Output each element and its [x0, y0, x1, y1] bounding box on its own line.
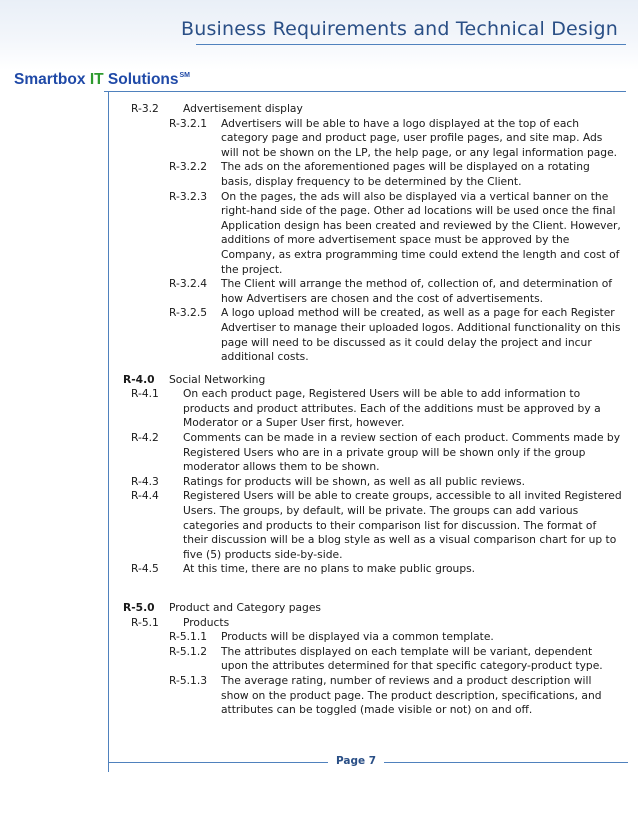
requirement-number: R-4.1 — [131, 387, 159, 401]
requirement-text: On the pages, the ads will also be displayed via a vertical banner on the right-hand side of the page. Other ad locations will be used once the final Application design has been created and reviewed by the Client. However, additions of more advertisement space must be approved by the Company, as extra programming time could extend the length and cost of the project. — [221, 189, 621, 276]
requirement-text: Products — [183, 615, 230, 629]
requirement-number: R-3.2.2 — [169, 160, 208, 174]
requirement-text: Ratings for products will be shown, as well as all public reviews. — [183, 474, 526, 488]
requirement-number: R-3.2.4 — [169, 277, 208, 291]
requirement-item — [0, 674, 638, 718]
brand-rule — [104, 91, 626, 92]
requirement-item — [0, 489, 638, 562]
company-brand — [14, 71, 190, 89]
requirement-number: R-3.2.5 — [169, 306, 208, 320]
section-title: Social Networking — [169, 372, 266, 386]
requirement-number: R-5.1.3 — [169, 673, 208, 687]
requirement-text: Registered Users will be able to create groups, accessible to all invited Registered Users. The groups, by default, will be private. The groups can add various categories and products to their comparison list for discussion. The format of their discussion will be a blog style as well as a visual comparison chart for up to five (5) products side-by-side. — [183, 489, 622, 561]
requirement-text: Products will be displayed via a common template. — [221, 630, 494, 644]
requirement-number: R-3.2.3 — [169, 189, 208, 203]
section-heading — [0, 601, 638, 616]
section-gap — [0, 365, 638, 373]
service-mark: SM — [179, 72, 191, 79]
requirement-text: On each product page, Registered Users will be able to add information to products and product attributes. Each of the additions must be approved by a Moderator or a Super User first, however. — [183, 387, 601, 430]
requirement-text: Comments can be made in a review section of each product. Comments made by Registered Users who are in a private group will be shown only if the group moderator allows them to be shown. — [183, 431, 621, 474]
requirement-text: The attributes displayed on each template will be variant, dependent upon the attributes determined for that specific category-product type. — [221, 644, 603, 673]
requirement-item — [0, 475, 638, 490]
requirement-item — [0, 630, 638, 645]
section-heading — [0, 373, 638, 388]
requirement-number: R-4.5 — [131, 562, 159, 576]
requirement-number: R-3.2.1 — [169, 116, 208, 130]
brand-name-2: Solutions — [103, 71, 179, 88]
requirement-item — [0, 431, 638, 475]
requirement-number: R-4.3 — [131, 474, 159, 488]
requirement-text: A logo upload method will be created, as well as a page for each Register Advertiser to manage their uploaded logos. Additional functionality on this page will need to be discussed as it could delay the project and incur additional costs. — [221, 306, 621, 364]
section-gap — [0, 577, 638, 601]
footer-rule-left — [108, 762, 328, 763]
requirement-item — [0, 387, 638, 431]
section-title: Product and Category pages — [169, 601, 321, 614]
title-rule — [196, 44, 626, 45]
requirement-item — [0, 160, 638, 189]
requirement-text: The ads on the aforementioned pages will be displayed on a rotating basis, display frequency to be determined by the Client. — [221, 160, 590, 188]
brand-name-it: IT — [89, 71, 104, 88]
requirement-item — [0, 117, 638, 161]
requirement-text: At this time, there are no plans to make public groups. — [183, 562, 476, 576]
brand-name-1: Smartbox — [14, 71, 90, 88]
document-body — [0, 102, 638, 718]
requirement-item — [0, 190, 638, 278]
requirement-text: The Client will arrange the method of, collection of, and determination of how Advertisers are chosen and the cost of advertisements. — [221, 277, 613, 305]
requirement-text: Advertisement display — [183, 102, 303, 115]
requirement-number: R-3.2 — [131, 102, 159, 115]
requirement-text: Advertisers will be able to have a logo displayed at the top of each category page and product page, user profile pages, and site map. Ads will not be shown on the LP, the help page, or any legal information page. — [221, 116, 618, 159]
requirement-item — [0, 645, 638, 674]
footer-rule-right — [384, 762, 628, 763]
page-number: Page 7 — [336, 755, 377, 767]
requirement-item — [0, 616, 638, 631]
requirement-text: The average rating, number of reviews and a product description will show on the product page. The product description, specifications, and attributes can be toggled (made visible or not) on and off. — [221, 673, 602, 717]
requirement-number: R-5.1 — [131, 615, 159, 629]
requirement-number: R-5.1.1 — [169, 630, 208, 644]
requirement-item — [0, 306, 638, 364]
requirement-item — [0, 562, 638, 577]
requirement-number: R-4.2 — [131, 431, 159, 445]
section-number: R-5.0 — [123, 601, 155, 614]
document-title: Business Requirements and Technical Design — [180, 18, 618, 40]
section-number: R-4.0 — [123, 372, 155, 386]
requirement-number: R-5.1.2 — [169, 644, 208, 658]
requirement-number: R-4.4 — [131, 489, 159, 503]
requirement-item — [0, 102, 638, 117]
requirement-item — [0, 277, 638, 306]
